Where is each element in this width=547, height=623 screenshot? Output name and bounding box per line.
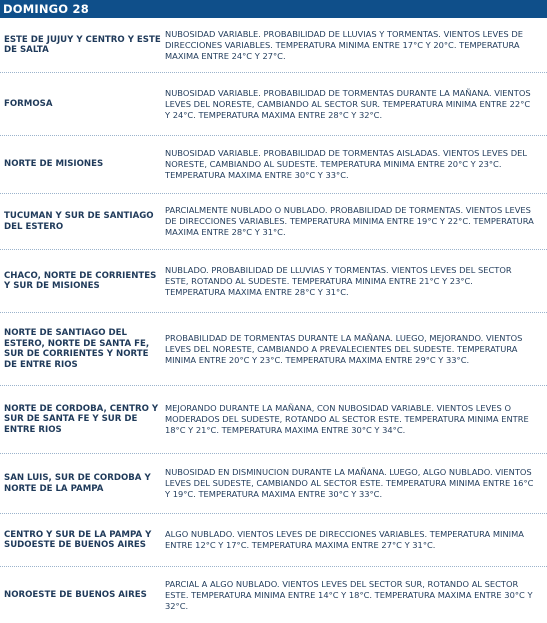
region-name: FORMOSA: [4, 98, 53, 109]
forecast-text: PARCIAL A ALGO NUBLADO. VIENTOS LEVES DEL SECTOR SUR, ROTANDO AL SECTOR ESTE. TEMPERATURA MINIMA ENTRE 14°C Y 18°C. TEMPERATURA MAXIMA ENTRE 30°C Y 32°C.: [165, 578, 533, 611]
region-name: SAN LUIS, SUR DE CORDOBA Y NORTE DE LA PAMPA: [4, 473, 151, 494]
region-name: NORTE DE MISIONES: [4, 159, 104, 170]
forecast-text: NUBOSIDAD VARIABLE. PROBABILIDAD DE TORMENTAS AISLADAS. VIENTOS LEVES DEL NORESTE, CAMBIANDO AL SUDESTE. TEMPERATURA MINIMA ENTRE 20°C Y 23°C. TEMPERATURA MAXIMA ENTRE 30°C Y 33°C.: [165, 148, 527, 180]
region-name: CENTRO Y SUR DE LA PAMPA Y SUDOESTE DE BUENOS AIRES: [4, 529, 152, 550]
region-name: ESTE DE JUJUY Y CENTRO Y ESTE DE SALTA: [4, 34, 161, 55]
forecast-text: PARCIALMENTE NUBLADO O NUBLADO. PROBABILIDAD DE TORMENTAS. VIENTOS LEVES DE DIRECCIONES VARIABLES. TEMPERATURA MINIMA ENTRE 19°C Y 22°C. TEMPERATURA MAXIMA ENTRE 28°C Y 31°C.: [165, 205, 534, 237]
region-name: NORTE DE SANTIAGO DEL ESTERO, NORTE DE SANTA FE, SUR DE CORRIENTES Y NORTE DE ENTRE RIOS: [4, 328, 150, 370]
forecast-text: NUBOSIDAD EN DISMINUCION DURANTE LA MAÑANA. LUEGO, ALGO NUBLADO. VIENTOS LEVES DEL SUDESTE, CAMBIANDO AL SECTOR ESTE. TEMPERATURA MINIMA ENTRE 16°C Y 19°C. TEMPERATURA MAXIMA ENTRE 30°C Y 33°C.: [165, 467, 534, 499]
table-row: [0, 514, 547, 567]
table-row: [0, 386, 547, 454]
forecast-text: NUBLADO. PROBABILIDAD DE LLUVIAS Y TORMENTAS. VIENTOS LEVES DEL SECTOR ESTE, ROTANDO AL SUDESTE. TEMPERATURA MINIMA ENTRE 21°C Y 23°C. TEMPERATURA MAXIMA ENTRE 28°C Y 31°C.: [165, 264, 512, 297]
table-row: [0, 136, 547, 194]
table-row: [0, 250, 547, 313]
table-row: [0, 454, 547, 514]
table-row: [0, 194, 547, 250]
table-row: [0, 18, 547, 73]
forecast-text: NUBOSIDAD VARIABLE. PROBABILIDAD DE LLUVIAS Y TORMENTAS. VIENTOS LEVES DE DIRECCIONES VARIABLES. TEMPERATURA MINIMA ENTRE 17°C Y 20°C. TEMPERATURA MAXIMA ENTRE 24°C Y 27°C.: [165, 28, 523, 61]
forecast-text: ALGO NUBLADO. VIENTOS LEVES DE DIRECCIONES VARIABLES. TEMPERATURA MINIMA ENTRE 12°C Y 17°C. TEMPERATURA MAXIMA ENTRE 27°C Y 31°C.: [165, 529, 524, 550]
forecast-text: NUBOSIDAD VARIABLE. PROBABILIDAD DE TORMENTAS DURANTE LA MAÑANA. VIENTOS LEVES DEL NORESTE, CAMBIANDO AL SECTOR SUR. TEMPERATURA MINIMA ENTRE 22°C Y 24°C. TEMPERATURA MAXIMA ENTRE 28°C Y 32°C.: [165, 87, 531, 120]
region-name: TUCUMAN Y SUR DE SANTIAGO DEL ESTERO: [4, 211, 154, 232]
forecast-text: PROBABILIDAD DE TORMENTAS DURANTE LA MAÑANA. LUEGO, MEJORANDO. VIENTOS LEVES DEL NORESTE, CAMBIANDO A PREVALECIENTES DEL SUDESTE. TEMPERATURA MINIMA ENTRE 20°C Y 23°C. TEMPERATURA MAXIMA ENTRE 29°C Y 33°C.: [165, 332, 523, 365]
forecast-table: [0, 18, 547, 623]
table-row: [0, 73, 547, 136]
day-header: DOMINGO 28: [0, 0, 547, 18]
table-row: [0, 313, 547, 386]
region-name: CHACO, NORTE DE CORRIENTES Y SUR DE MISIONES: [4, 270, 157, 291]
table-row: [0, 567, 547, 623]
forecast-text: MEJORANDO DURANTE LA MAÑANA, CON NUBOSIDAD VARIABLE. VIENTOS LEVES O MODERADOS DEL SUDESTE, ROTANDO AL SECTOR ESTE. TEMPERATURA MINIMA ENTRE 18°C Y 21°C. TEMPERATURA MAXIMA ENTRE 30°C Y 34°C.: [165, 403, 529, 435]
region-name: NORTE DE CORDOBA, CENTRO Y SUR DE SANTA FE Y SUR DE ENTRE RIOS: [4, 403, 159, 435]
region-name: NOROESTE DE BUENOS AIRES: [4, 589, 147, 600]
